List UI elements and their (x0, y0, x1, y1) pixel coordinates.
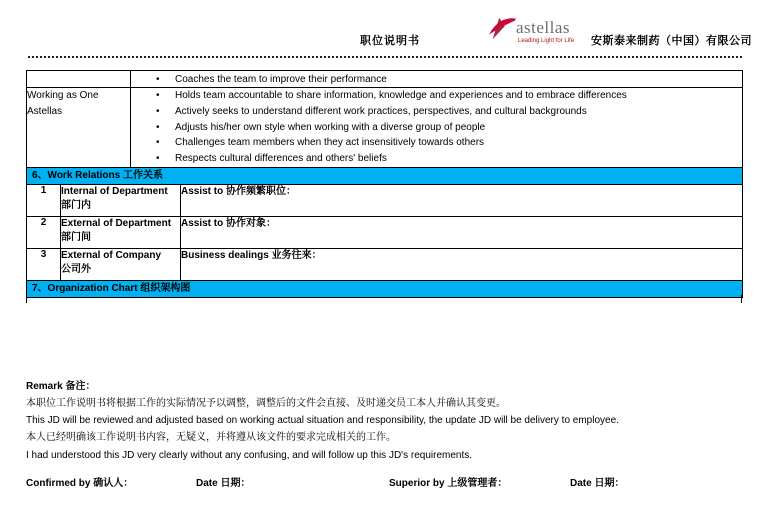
table-row (27, 248, 743, 280)
competency-label-empty (27, 71, 131, 88)
astellas-wordmark: astellas (516, 18, 571, 37)
relation-content: Business dealings 业务往来： (181, 248, 743, 280)
relation-label-en: External of Company (61, 249, 162, 261)
confirmed-by-label: Confirmed by 确认人： (26, 478, 134, 489)
bullet-item: • Respects cultural differences and others' beliefs (131, 151, 742, 167)
table-row (27, 88, 743, 168)
date-label: Date 日期： (570, 478, 625, 489)
relation-row-number: 2 (27, 216, 61, 248)
superior-by-label: Superior by 上级管理者： (389, 478, 508, 489)
relation-label-cn: 部门内 (61, 199, 91, 211)
table-row (27, 167, 743, 184)
doc-title: 职位说明书 (360, 35, 420, 47)
relation-label-cn: 公司外 (61, 263, 91, 275)
astellas-star-icon (487, 14, 517, 42)
relation-label-cn: 部门间 (61, 231, 91, 243)
table-row (27, 71, 743, 88)
remark-line: 本职位工作说明书将根据工作的实际情况予以调整，调整后的文件会直接、及时递交员工本人并确认其变更。 (26, 398, 506, 409)
company-name: 安斯泰来制药（中国）有限公司 (591, 35, 752, 47)
remark-line: I had understood this JD very clearly without any confusing, and will follow up this JD's requirements. (26, 449, 473, 461)
relation-content: Assist to 协作频繁职位： (181, 184, 743, 216)
section-7-header: 7、Organization Chart 组织架构图 (27, 280, 743, 297)
bullet-item: • Challenges team members when they act insensitively towards others (131, 135, 742, 151)
relation-row-number: 1 (27, 184, 61, 216)
date-label: Date 日期： (196, 478, 251, 489)
table-row (27, 184, 743, 216)
header-divider (28, 56, 742, 58)
jd-table (26, 70, 743, 298)
relation-content: Assist to 协作对象： (181, 216, 743, 248)
table-row (27, 216, 743, 248)
relation-row-number: 3 (27, 248, 61, 280)
remark-heading: Remark 备注： (26, 381, 96, 392)
section-6-header: 6、Work Relations 工作关系 (27, 167, 743, 184)
bullet-item: • Holds team accountable to share information, knowledge and experiences and to embrace differences (131, 88, 742, 104)
bullet-item: • Adjusts his/her own style when working with a diverse group of people (131, 120, 742, 136)
remark-block (26, 378, 742, 464)
astellas-tagline: Leading Light for Life (518, 38, 575, 44)
remark-line: This JD will be reviewed and adjusted based on working actual situation and responsibility, the update JD will be delivery to employee. (26, 415, 619, 427)
relation-label-en: Internal of Department (61, 185, 168, 197)
astellas-logo (487, 12, 587, 48)
competency-label: Working as One Astellas (27, 88, 131, 168)
remark-line: 本人已经明确该工作说明书内容，无疑义，并将遵从该文件的要求完成相关的工作。 (26, 432, 396, 444)
bullet-item: • Coaches the team to improve their performance (131, 72, 742, 87)
bullet-item: • Actively seeks to understand different work practices, perspectives, and cultural backgrounds (131, 104, 742, 120)
relation-label-en: External of Department (61, 217, 172, 229)
org-chart-area (26, 295, 742, 303)
